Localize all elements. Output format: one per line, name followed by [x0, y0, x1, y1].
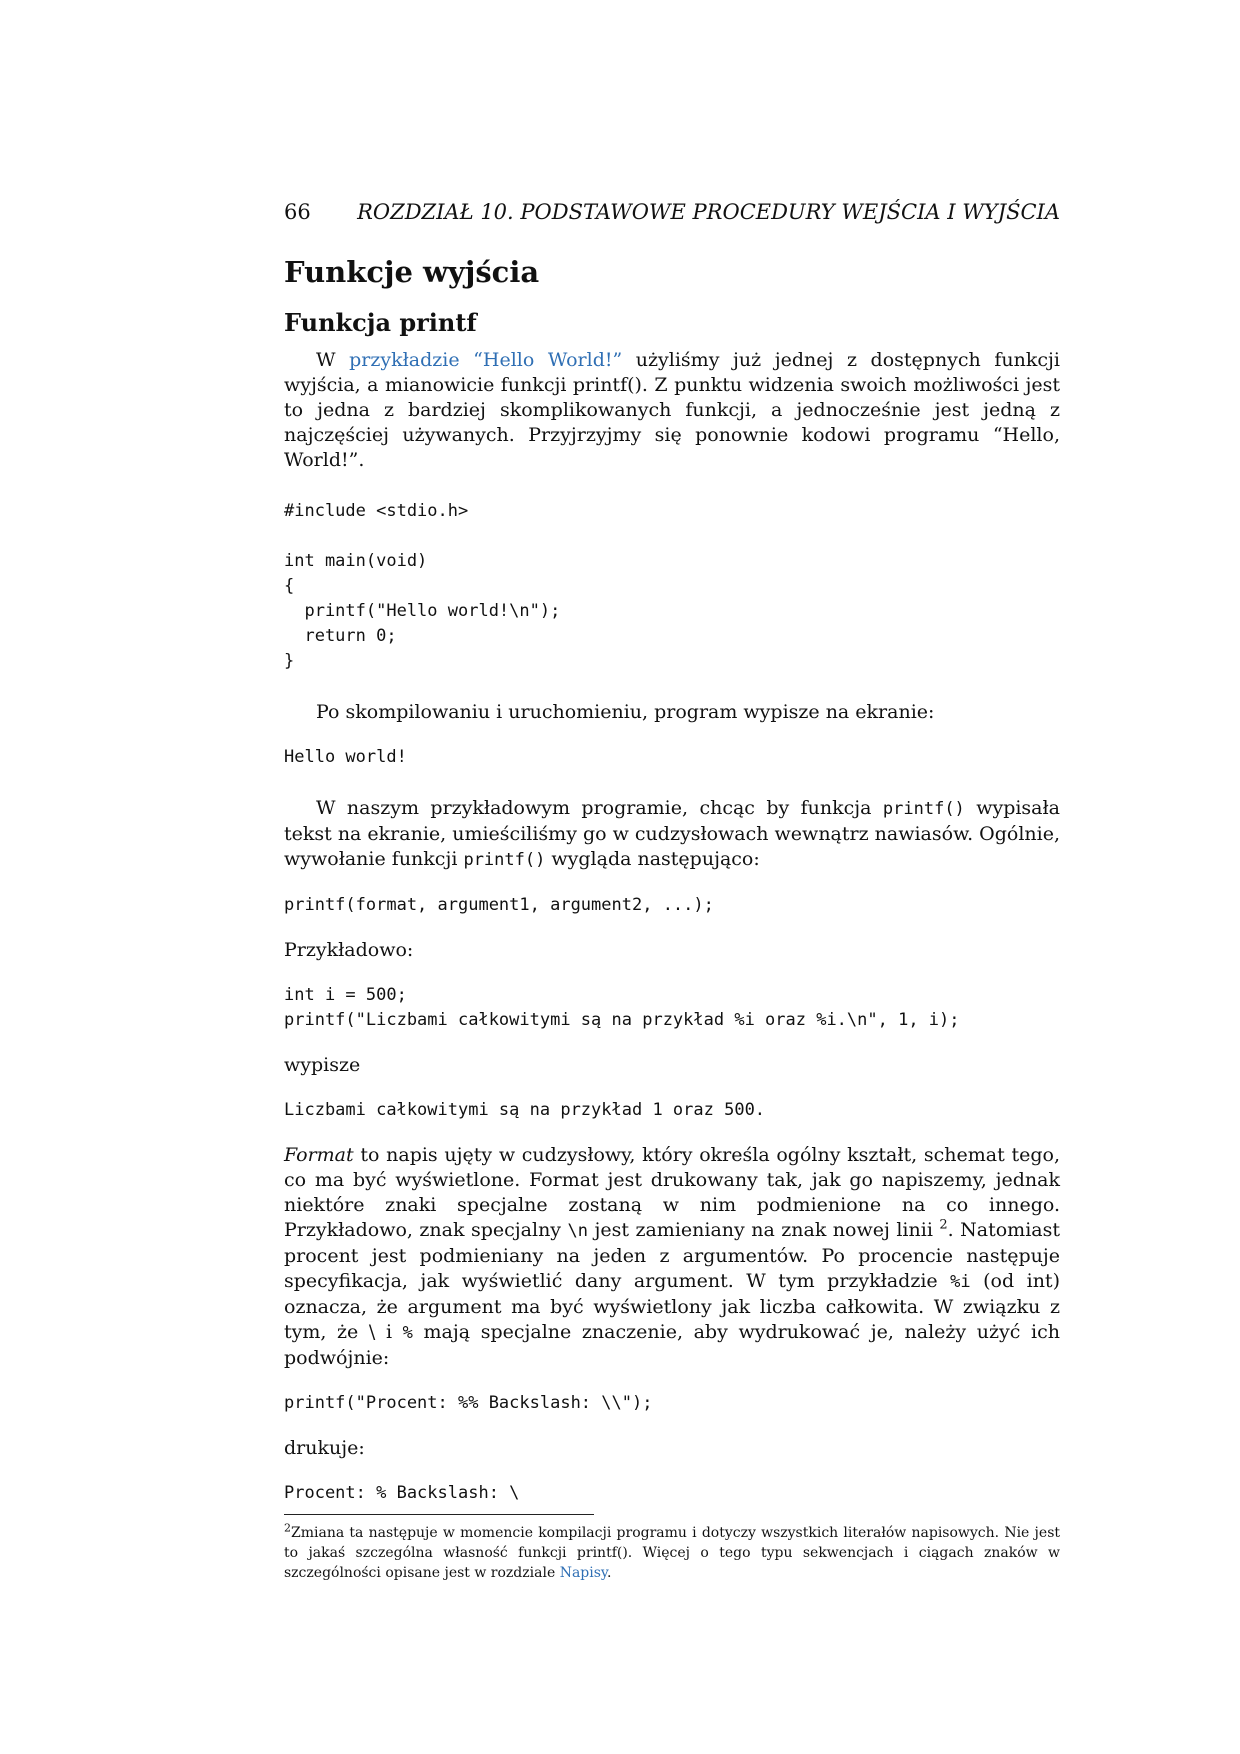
text: (od int) oznacza, że argument ma być wyświetlony jak liczba całkowita. W związku z tym, że \ i: [284, 1270, 1060, 1343]
page-number: 66: [284, 200, 311, 224]
paragraph-output-intro: Po skompilowaniu i uruchomieniu, program wypisze na ekranie:: [316, 701, 935, 723]
output-example: Liczbami całkowitymi są na przykład 1 oraz 500.: [284, 1100, 766, 1120]
text: .: [606, 1565, 612, 1581]
section-title: Funkcje wyjścia: [284, 255, 540, 289]
text: mają specjalne znaczenie, aby wydrukować je, należy użyć ich podwójnie:: [284, 1321, 1060, 1369]
hello-world-link[interactable]: przykładzie “Hello World!”: [349, 349, 623, 371]
text: to napis ujęty w cudzysłowy, który określa ogólny kształt, schemat tego, co ma być wyświetlone. Format jest drukowany tak, jak go napiszemy, jednak niektóre znaki specjalne zostaną w nim podmienione na co innego. Przykładowo, znak specjalny: [284, 1144, 1060, 1241]
text: użyliśmy już jednej z dostępnych funkcji wyjścia, a mianowicie funkcji printf(). Z punktu widzenia swoich możliwości jest to jedna z bardziej skomplikowanych funkcji, a jednocześnie jest jedną z najczęściej używanych. Przyjrzyjmy się ponownie kodowi programu “Hello, World!”.: [284, 349, 1060, 471]
subsection-title: Funkcja printf: [284, 308, 477, 337]
inline-code: %: [402, 1323, 413, 1343]
code-syntax: printf(format, argument1, argument2, ...);: [284, 895, 714, 915]
code-percent: printf("Procent: %% Backslash: \\");: [284, 1393, 653, 1413]
label-prints: wypisze: [284, 1054, 361, 1076]
text: W: [316, 349, 350, 371]
text: Zmiana ta następuje w momencie kompilacji programu i dotyczy wszystkich literałów napisowych. Nie jest to jakaś szczególna własność funkcji printf(). Więcej o tego typu sekwencjach i ciągach znaków w szczególności opisane jest w rozdziale: [284, 1525, 1060, 1581]
label-example: Przykładowo:: [284, 939, 414, 961]
output-hello: Hello world!: [284, 747, 407, 767]
text: wygląda następująco:: [545, 848, 760, 870]
footnote-divider: [284, 1514, 594, 1515]
code-example: int i = 500; printf("Liczbami całkowitymi są na przykład %i oraz %i.\n", 1, i);: [284, 985, 960, 1030]
inline-code: \n: [567, 1221, 588, 1241]
running-header: [284, 200, 1060, 234]
text: jest zamieniany na znak nowej linii: [588, 1219, 940, 1241]
term-format: Format: [284, 1144, 354, 1166]
inline-code: printf(): [882, 799, 965, 819]
footnote-marker[interactable]: 2: [939, 1217, 948, 1233]
text: W naszym przykładowym programie, chcąc by funkcja: [316, 797, 883, 819]
page-content: [284, 200, 1060, 1583]
footnote: [284, 1523, 1060, 1583]
paragraph-format: [284, 1143, 1060, 1371]
paragraph-intro: [284, 348, 1060, 473]
napisy-link[interactable]: Napisy: [559, 1565, 607, 1581]
chapter-title: ROZDZIAŁ 10. PODSTAWOWE PROCEDURY WEJŚCIA I WYJŚCIA: [357, 200, 1060, 224]
output-percent: Procent: % Backslash: \: [284, 1483, 520, 1503]
code-block-hello: #include <stdio.h> int main(void) { printf("Hello world!\n"); return 0; }: [284, 501, 561, 671]
text: . Natomiast procent jest podmieniany na jeden z argumentów. Po procencie następuje specyfikacja, jak wyświetlić dany argument. W tym przykładzie: [284, 1219, 1060, 1292]
label-prints-2: drukuje:: [284, 1437, 365, 1459]
inline-code: %i: [950, 1272, 971, 1292]
footnote-number: 2: [284, 1521, 291, 1535]
inline-code: printf(): [463, 850, 546, 870]
text: wypisała tekst na ekranie, umieściliśmy go w cudzysłowach wewnątrz nawiasów. Ogólnie, wywołanie funkcji: [284, 797, 1061, 870]
paragraph-printf-usage: [284, 796, 1060, 873]
